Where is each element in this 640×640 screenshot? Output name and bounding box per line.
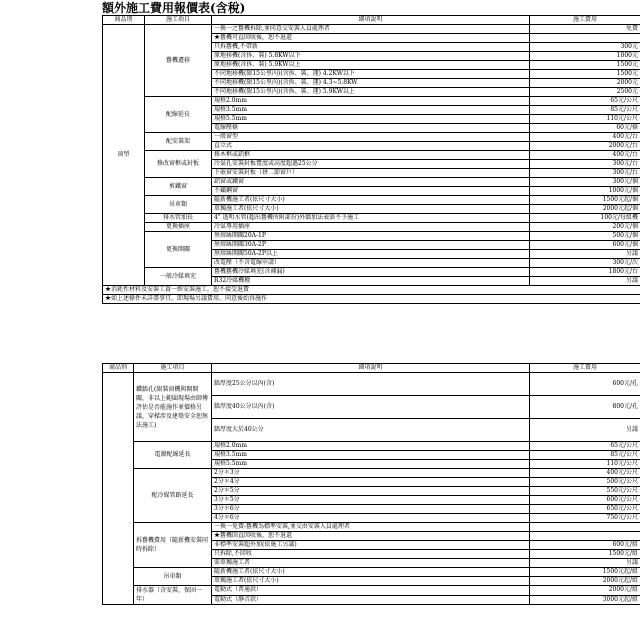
- price-cell: 2000元: [530, 79, 640, 88]
- price-cell: 2000元/組: [530, 586, 640, 596]
- detail-cell: 原地移機(含拆、裝) 5.8KW以下: [212, 52, 530, 61]
- table-row: [103, 223, 640, 232]
- price-cell: [530, 34, 640, 43]
- table-row: [103, 469, 640, 478]
- detail-cell: 2分＊5分: [212, 487, 530, 496]
- table-header: [103, 364, 640, 373]
- category-cell: 窗型: [103, 25, 145, 286]
- header-item: 施工項目: [145, 16, 212, 25]
- detail-cell: 規格2.0mm: [212, 442, 530, 451]
- detail-cell: 2分＊4分: [212, 478, 530, 487]
- item-cell: 吊車類: [134, 568, 212, 586]
- detail-cell: ★舊機可直回收後，恕不退還: [212, 34, 530, 43]
- table-row: [103, 442, 640, 451]
- category-cell: [103, 373, 134, 605]
- detail-cell: 4" 透明水管(超出舊機所附部份)外牆加法表需不予施工: [212, 214, 530, 223]
- detail-cell: 需單獨施工者: [212, 559, 530, 568]
- table-row: [103, 568, 640, 577]
- item-cell: 一般冷媒填充: [145, 268, 212, 286]
- detail-cell: 只拆舊機,不帶新: [212, 43, 530, 52]
- detail-cell: 單獨施工者(依尺寸大小): [212, 577, 530, 586]
- detail-cell: 3分＊6分: [212, 505, 530, 514]
- header-detail: 細項說明: [212, 364, 530, 373]
- price-table-1: [102, 15, 640, 304]
- table-row: [103, 97, 640, 106]
- table-row: [103, 214, 640, 223]
- item-cell: 電源配線延長: [134, 442, 212, 469]
- detail-cell: 下嵌窗安裝封板（拼二節窗戶）: [212, 169, 530, 178]
- price-cell: [530, 523, 640, 532]
- price-cell: 3000元起/組: [530, 595, 640, 605]
- detail-cell: 電線壓條: [212, 124, 530, 133]
- detail-cell: 原地移機(含拆、裝) 5.9KW以上: [212, 61, 530, 70]
- item-cell: 配線延長: [145, 97, 212, 133]
- price-cell: 60元/條: [530, 124, 640, 133]
- detail-cell: 不同地移機(限15公里內)(含拆、裝、運) 4.3~5.8KW: [212, 79, 530, 88]
- note-row: [103, 286, 640, 295]
- price-cell: 另議: [530, 277, 640, 286]
- detail-cell: 無熔絲開關30A-2P: [212, 241, 530, 250]
- price-cell: 1500元: [530, 70, 640, 79]
- detail-cell: 非標準安裝超外加(依施工另議): [212, 541, 530, 550]
- header-category: 商品別: [103, 16, 145, 25]
- price-cell: 110元/公尺: [530, 115, 640, 124]
- price-cell: 800元/孔: [530, 396, 640, 419]
- item-cell: 吊車類: [145, 196, 212, 214]
- item-cell: 配冷媒管路延長: [134, 469, 212, 523]
- price-cell: 1000元/個: [530, 187, 640, 196]
- detail-cell: 不同地移機(限15公里內)(含拆、裝、運) 5.9KW以上: [212, 88, 530, 97]
- price-cell: 另議: [530, 250, 640, 259]
- price-cell: 1800元/台: [530, 268, 640, 277]
- detail-cell: 舊機舊機冷媒填充(含補漏): [212, 268, 530, 277]
- item-cell: 配安裝架: [145, 133, 212, 151]
- price-cell: 500元/公尺: [530, 478, 640, 487]
- detail-cell: 鋁窗或鐵窗: [212, 178, 530, 187]
- detail-cell: 規格2.0mm: [212, 97, 530, 106]
- detail-cell: 隨新機施工者(依尺寸大小): [212, 196, 530, 205]
- price-cell: 1000元: [530, 52, 640, 61]
- detail-cell: 一般窗型: [212, 133, 530, 142]
- item-cell: 修改窗框或封板: [145, 151, 212, 178]
- note-row: [103, 295, 640, 304]
- detail-cell: 不鏽鋼窗: [212, 187, 530, 196]
- price-cell: 600元/孔: [530, 373, 640, 396]
- detail-cell: 不同地移機(限15公里內)(含拆、裝、運) 4.2KW以下: [212, 70, 530, 79]
- price-cell: 另議: [530, 559, 640, 568]
- price-cell: 500元/個: [530, 232, 640, 241]
- detail-cell: 規格3.5mm: [212, 451, 530, 460]
- item-cell: 剪鐵窗: [145, 178, 212, 196]
- detail-cell: 直立式: [212, 142, 530, 151]
- item-cell: 鑽牆孔(限裝窗機與開開關，非以上範圍現場由師傅評估是否能施作並價格另議，穿樑涉及建築安全恕無法施工): [134, 373, 212, 442]
- detail-cell: 一換一免費-舊機為標準安裝,並交由安裝人員處理者: [212, 523, 530, 532]
- price-cell: 300元/個: [530, 178, 640, 187]
- header-item: 施工項目: [134, 364, 212, 373]
- table-row: [103, 196, 640, 205]
- detail-cell: 規格3.5mm: [212, 106, 530, 115]
- header-detail: 細項說明: [212, 16, 530, 25]
- detail-cell: 4分＊6分: [212, 514, 530, 523]
- price-cell: 85元/公尺: [530, 451, 640, 460]
- table-1-body: [103, 25, 640, 304]
- price-cell: 65元/公尺: [530, 442, 640, 451]
- price-cell: 110元/公尺: [530, 460, 640, 469]
- detail-cell: 電動式（普通款）: [212, 586, 530, 596]
- price-cell: 100元/每組機: [530, 214, 640, 223]
- detail-cell: 牆厚度40公分以內(含): [212, 396, 530, 419]
- table-row: [103, 523, 640, 532]
- price-cell: 2000元/台: [530, 142, 640, 151]
- item-cell: 更換插座: [145, 223, 212, 232]
- price-cell: 300元/台: [530, 169, 640, 178]
- header-price: 施工費用: [530, 16, 640, 25]
- detail-cell: 規格5.5mm: [212, 460, 530, 469]
- price-cell: 300元/次: [530, 259, 640, 268]
- price-cell: 65元/公尺: [530, 97, 640, 106]
- price-cell: 400元/台: [530, 151, 640, 160]
- table-row: [103, 178, 640, 187]
- price-cell: 2000元起/個: [530, 205, 640, 214]
- note-text: ★如上述條件未詳盡事宜，即現場另議費用，同意後始得施作: [103, 295, 640, 304]
- detail-cell: R32冷媒機種: [212, 277, 530, 286]
- detail-cell: 改電壓（不含電線申請）: [212, 259, 530, 268]
- detail-cell: 牆厚度25公分以內(含): [212, 373, 530, 396]
- table-row: [103, 232, 640, 241]
- table-2-body: [103, 373, 640, 605]
- header-price: 施工費用: [530, 364, 640, 373]
- page-title: 額外施工費用報價表(含稅): [102, 1, 246, 15]
- item-cell: 排水器（含安裝，保固一年）: [134, 586, 212, 605]
- price-cell: 1500元/組: [530, 550, 640, 559]
- table-row: [103, 151, 640, 160]
- price-cell: 1500元起/個: [530, 196, 640, 205]
- price-cell: 650元/公尺: [530, 505, 640, 514]
- price-cell: 550元/公尺: [530, 487, 640, 496]
- table-row: [103, 25, 640, 34]
- price-cell: 2500元: [530, 88, 640, 97]
- note-text: ★消耗性材料及安裝工資一經安裝施工，恕不接受退費: [103, 286, 640, 295]
- table-row: [103, 373, 640, 396]
- header-category: 商品別: [103, 364, 134, 373]
- detail-cell: 單獨施工者(依尺寸大小): [212, 205, 530, 214]
- detail-cell: 電動式（靜音款）: [212, 595, 530, 605]
- item-cell: 拆舊機費用（隨新機安裝同時拆除）: [134, 523, 212, 568]
- table-row: [103, 133, 640, 142]
- price-cell: 400元/台: [530, 133, 640, 142]
- price-cell: 750元/公尺: [530, 514, 640, 523]
- price-cell: 1500元: [530, 61, 640, 70]
- table-header: [103, 16, 640, 25]
- price-cell: 2000元起/組: [530, 577, 640, 586]
- table-row: [103, 586, 640, 596]
- detail-cell: 2分＊3分: [212, 469, 530, 478]
- price-table-2: [102, 363, 640, 605]
- table-row: [103, 268, 640, 277]
- detail-cell: 無熔絲開關50A-2P以上: [212, 250, 530, 259]
- detail-cell: 一換一之舊機拆除,並同意交安裝人員處理者: [212, 25, 530, 34]
- price-cell: 600元/公尺: [530, 496, 640, 505]
- detail-cell: 冷氣孔安裝封板寬度或高度超過25公分: [212, 160, 530, 169]
- price-cell: 1500元起/組: [530, 568, 640, 577]
- price-cell: 300元/台: [530, 160, 640, 169]
- detail-cell: 規格5.5mm: [212, 115, 530, 124]
- price-cell: [530, 532, 640, 541]
- detail-cell: 3分＊5分: [212, 496, 530, 505]
- price-cell: 300元: [530, 43, 640, 52]
- detail-cell: 牆厚度大於40公分: [212, 419, 530, 442]
- price-cell: 免費: [530, 25, 640, 34]
- price-cell: 400元/公尺: [530, 469, 640, 478]
- detail-cell: ★舊機回直回收後，恕不退還: [212, 532, 530, 541]
- price-cell: 600元/個: [530, 241, 640, 250]
- detail-cell: 隨新機施工者(依尺寸大小): [212, 568, 530, 577]
- detail-cell: 只拆除,不回收: [212, 550, 530, 559]
- item-cell: 更換開關: [145, 232, 212, 268]
- item-cell: 排水管加長: [145, 214, 212, 223]
- detail-cell: 無熔絲開關20A-1P: [212, 232, 530, 241]
- price-cell: 200元/個: [530, 223, 640, 232]
- price-cell: 600元/組: [530, 541, 640, 550]
- price-cell: 85元/公尺: [530, 106, 640, 115]
- detail-cell: 冷氣專用插座: [212, 223, 530, 232]
- price-cell: 另議: [530, 419, 640, 442]
- item-cell: 舊機遷移: [145, 25, 212, 97]
- detail-cell: 修木框或鋁框: [212, 151, 530, 160]
